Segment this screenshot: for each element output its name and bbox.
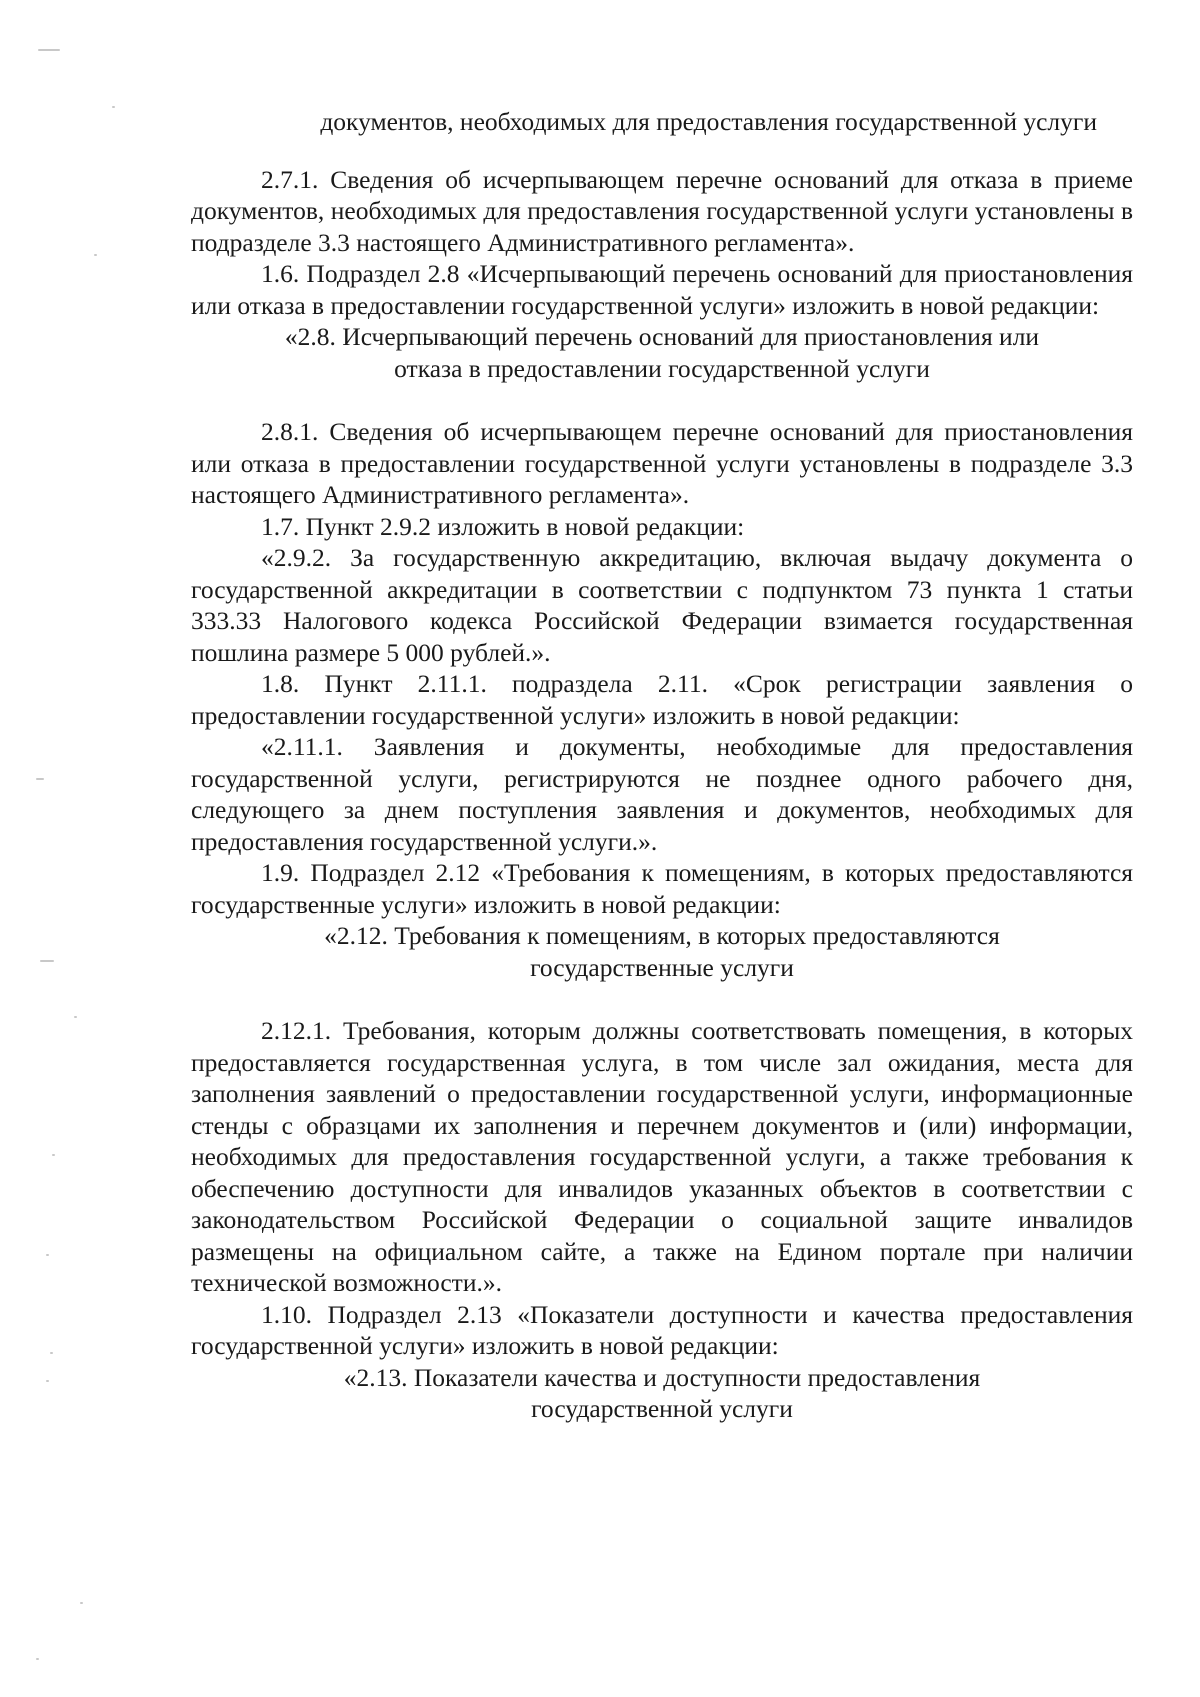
scan-speck	[46, 1380, 49, 1382]
section-heading-2-7-continued: документов, необходимых для предоставления государственной услуги	[320, 107, 1097, 136]
scan-speck	[38, 49, 60, 51]
section-heading-2-13-line2: государственной услуги	[531, 1394, 793, 1423]
section-heading-2-8-line2: отказа в предоставлении государственной услуги	[394, 353, 930, 383]
spacer	[191, 983, 1133, 1015]
paragraph-1-9: 1.9. Подраздел 2.12 «Требования к помещениям, в которых предоставляются государственные услуги» изложить в новой редакции:	[191, 858, 1133, 919]
scan-speck	[52, 1154, 55, 1156]
scan-speck	[80, 1602, 83, 1604]
scan-speck	[94, 254, 97, 256]
paragraph-2-7-1: 2.7.1. Сведения об исчерпывающем перечне оснований для отказа в приеме документов, необходимых для предоставления государственной услуги установлены в подразделе 3.3 настоящего Административного регламента».	[191, 164, 1133, 257]
scan-speck	[112, 106, 115, 108]
spacer	[191, 138, 1133, 164]
paragraph-2-9-2: «2.9.2. За государственную аккредитацию, включая выдачу документа о государственной аккредитации в соответствии с подпунктом 73 пункта 1 статьи 333.33 Налогового кодекса Российской Федерации взимается государственная пошлина размере 5 000 рублей.».	[191, 543, 1133, 667]
spacer	[191, 384, 1133, 416]
paragraph-1-8: 1.8. Пункт 2.11.1. подраздела 2.11. «Срок регистрации заявления о предоставлении государственной услуги» изложить в новой редакции:	[191, 669, 1133, 730]
scan-speck	[40, 960, 54, 962]
section-heading-2-12-line1: «2.12. Требования к помещениям, в которых предоставляются	[324, 921, 1000, 950]
paragraph-1-7: 1.7. Пункт 2.9.2 изложить в новой редакции:	[261, 511, 745, 541]
section-heading-2-13-line1: «2.13. Показатели качества и доступности предоставления	[343, 1362, 981, 1392]
paragraph-2-8-1: 2.8.1. Сведения об исчерпывающем перечне оснований для приостановления или отказа в предоставлении государственной услуги установлены в подразделе 3.3 настоящего Административного регламента».	[191, 417, 1133, 509]
paragraph-1-6: 1.6. Подраздел 2.8 «Исчерпывающий перечень оснований для приостановления или отказа в предоставлении государственной услуги» изложить в новой редакции:	[191, 259, 1133, 320]
scan-speck	[36, 1658, 39, 1660]
paragraph-2-11-1: «2.11.1. Заявления и документы, необходимые для предоставления государственной услуги, регистрируются не позднее одного рабочего дня, следующего за днем поступления заявления и документов, необходимых для предоставления государственной услуги.».	[191, 732, 1133, 856]
scan-speck	[36, 778, 44, 780]
paragraph-2-12-1: 2.12.1. Требования, которым должны соответствовать помещения, в которых предоставляется государственная услуга, в том числе зал ожидания, места для заполнения заявлений о предоставлении государственной услуги, информационные стенды с образцами их заполнения и перечнем документов и (или) информации, необходимых для предоставления государственной услуги, а также требования к обеспечению доступности для инвалидов указанных объектов в соответствии с законодательством Российской Федерации о социальной защите инвалидов размещены на официальном сайте, а также на Едином портале при наличии технической возможности.».	[191, 1016, 1133, 1297]
scan-speck	[50, 1352, 53, 1354]
document-body	[191, 106, 1133, 1425]
section-heading-2-12-line2: государственные услуги	[530, 952, 794, 982]
scan-speck	[74, 1016, 77, 1018]
section-heading-2-8-line1: «2.8. Исчерпывающий перечень оснований для приостановления или	[284, 322, 1040, 351]
scan-speck	[46, 1254, 49, 1256]
paragraph-1-10: 1.10. Подраздел 2.13 «Показатели доступности и качества предоставления государственной услуги» изложить в новой редакции:	[191, 1299, 1133, 1360]
